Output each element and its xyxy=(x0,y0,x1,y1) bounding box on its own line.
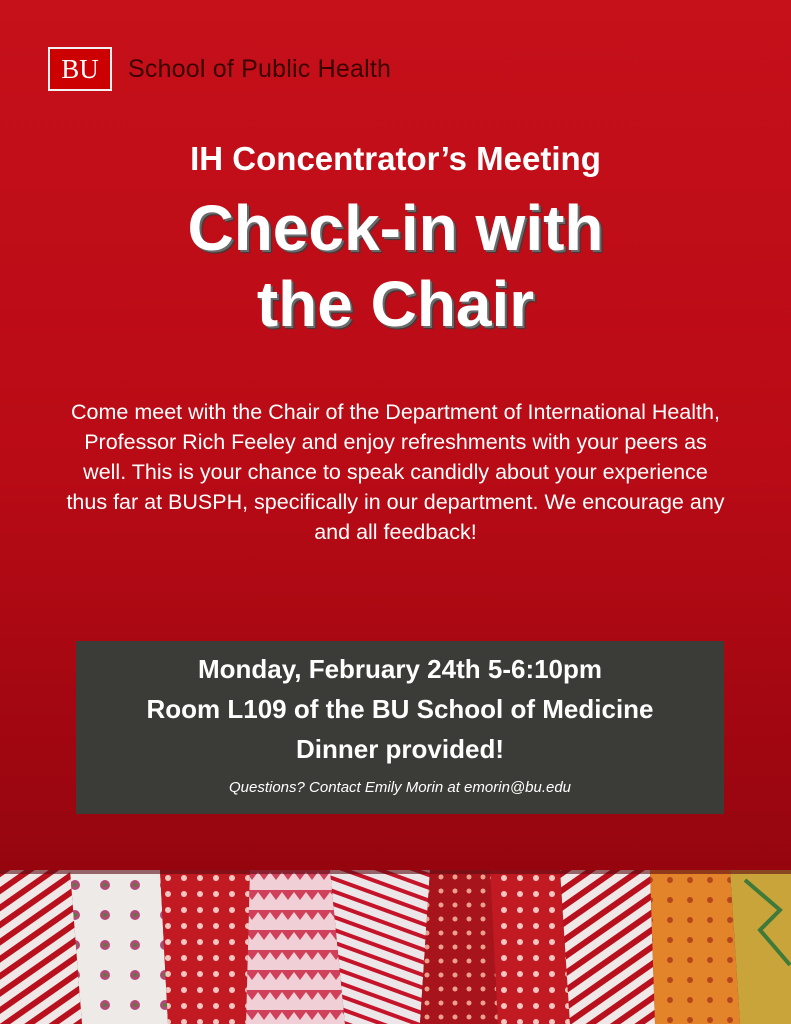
header xyxy=(48,47,391,91)
fabric-photo xyxy=(0,870,791,1024)
event-title-line-2: the Chair xyxy=(256,268,535,340)
contact-line: Questions? Contact Emily Morin at emorin@bu.edu xyxy=(228,779,572,796)
school-name: School of Public Health xyxy=(128,54,392,83)
event-title-line-1: Check-in with xyxy=(187,192,604,264)
location: Room L109 of the BU School of Medicine xyxy=(146,694,654,724)
fabric-image xyxy=(0,870,791,1024)
event-description: Come meet with the Chair of the Department of International Health, Professor Rich Feeley and enjoy refreshments with your peers as well. This is your chance to speak candidly about your experience thus far at BUSPH, specifically in our department. We encourage any and all feedback! xyxy=(66,400,725,544)
date-time: Monday, February 24th 5-6:10pm xyxy=(197,654,603,684)
event-title xyxy=(0,190,791,342)
event-subtitle: IH Concentrator’s Meeting xyxy=(190,140,601,177)
details-box xyxy=(76,641,724,814)
food-note: Dinner provided! xyxy=(295,734,504,764)
bu-logo: BU xyxy=(48,47,112,91)
